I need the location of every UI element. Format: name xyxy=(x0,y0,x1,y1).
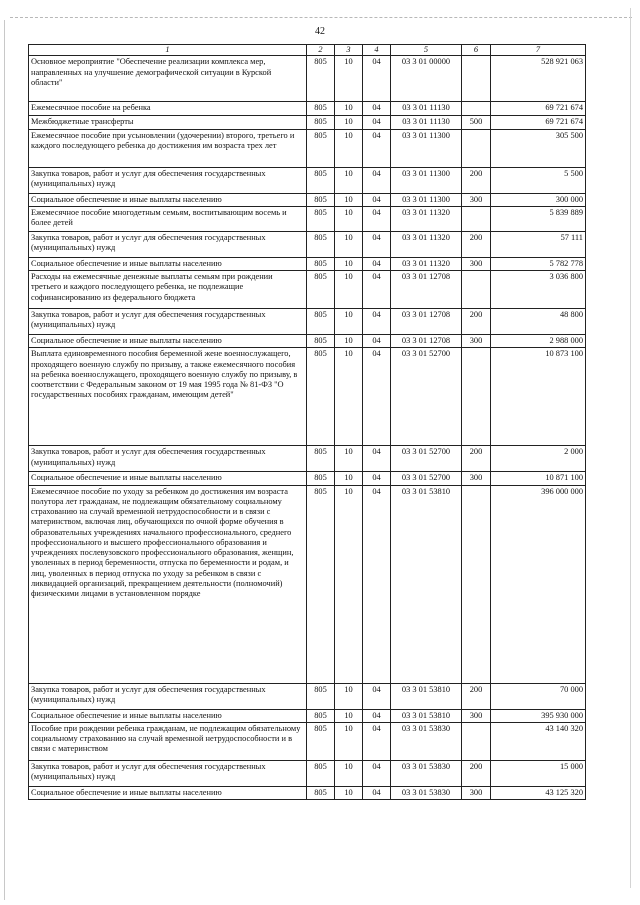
table-row xyxy=(29,271,586,309)
scan-top-edge xyxy=(10,17,632,18)
cell-amount: 395 930 000 xyxy=(491,709,586,722)
cell-target-article: 03 3 01 11320 xyxy=(391,257,462,270)
table-row xyxy=(29,309,586,335)
cell-amount: 69 721 674 xyxy=(491,102,586,116)
cell-section: 10 xyxy=(335,722,363,760)
cell-grbs: 805 xyxy=(307,56,335,102)
cell-grbs: 805 xyxy=(307,129,335,167)
cell-grbs: 805 xyxy=(307,257,335,270)
cell-target-article: 03 3 01 12708 xyxy=(391,335,462,348)
table-body xyxy=(29,56,586,800)
cell-grbs: 805 xyxy=(307,271,335,309)
cell-subsection: 04 xyxy=(363,257,391,270)
cell-target-article: 03 3 01 11320 xyxy=(391,231,462,257)
cell-target-article: 03 3 01 53830 xyxy=(391,760,462,786)
cell-target-article: 03 3 01 11300 xyxy=(391,193,462,206)
cell-expense-type xyxy=(462,348,491,446)
cell-name: Социальное обеспечение и иные выплаты населению xyxy=(29,709,307,722)
cell-grbs: 805 xyxy=(307,683,335,709)
cell-grbs: 805 xyxy=(307,348,335,446)
table-row xyxy=(29,206,586,231)
cell-target-article: 03 3 01 11130 xyxy=(391,116,462,129)
table-row xyxy=(29,257,586,270)
cell-subsection: 04 xyxy=(363,116,391,129)
table-row xyxy=(29,485,586,683)
table-row xyxy=(29,129,586,167)
cell-target-article: 03 3 01 12708 xyxy=(391,309,462,335)
cell-grbs: 805 xyxy=(307,102,335,116)
cell-amount: 5 839 889 xyxy=(491,206,586,231)
cell-expense-type: 300 xyxy=(462,335,491,348)
cell-expense-type xyxy=(462,56,491,102)
table-row xyxy=(29,709,586,722)
cell-grbs: 805 xyxy=(307,335,335,348)
budget-table xyxy=(28,44,586,800)
cell-section: 10 xyxy=(335,472,363,485)
table-row xyxy=(29,786,586,799)
cell-target-article: 03 3 01 12708 xyxy=(391,271,462,309)
cell-subsection: 04 xyxy=(363,56,391,102)
cell-name: Социальное обеспечение и иные выплаты населению xyxy=(29,472,307,485)
cell-name: Закупка товаров, работ и услуг для обеспечения государственных (муниципальных) нужд xyxy=(29,309,307,335)
cell-grbs: 805 xyxy=(307,446,335,472)
cell-subsection: 04 xyxy=(363,348,391,446)
cell-amount: 300 000 xyxy=(491,193,586,206)
cell-section: 10 xyxy=(335,446,363,472)
header-cell-expense-type: 6 xyxy=(462,45,491,56)
cell-target-article: 03 3 01 53830 xyxy=(391,786,462,799)
cell-target-article: 03 3 01 53810 xyxy=(391,485,462,683)
cell-subsection: 04 xyxy=(363,335,391,348)
cell-amount: 15 000 xyxy=(491,760,586,786)
cell-name: Закупка товаров, работ и услуг для обеспечения государственных (муниципальных) нужд xyxy=(29,231,307,257)
cell-grbs: 805 xyxy=(307,709,335,722)
cell-amount: 2 988 000 xyxy=(491,335,586,348)
table-row xyxy=(29,116,586,129)
cell-grbs: 805 xyxy=(307,193,335,206)
cell-amount: 70 000 xyxy=(491,683,586,709)
header-cell-grbs: 2 xyxy=(307,45,335,56)
cell-section: 10 xyxy=(335,760,363,786)
cell-grbs: 805 xyxy=(307,485,335,683)
cell-expense-type: 300 xyxy=(462,709,491,722)
cell-target-article: 03 3 01 00000 xyxy=(391,56,462,102)
cell-name: Основное мероприятие "Обеспечение реализации комплекса мер, направленных на улучшение демографической ситуации в Курской области" xyxy=(29,56,307,102)
cell-subsection: 04 xyxy=(363,309,391,335)
page-number: 42 xyxy=(315,26,325,37)
cell-name: Ежемесячное пособие многодетным семьям, воспитывающим восемь и более детей xyxy=(29,206,307,231)
cell-expense-type xyxy=(462,129,491,167)
table-row xyxy=(29,683,586,709)
cell-section: 10 xyxy=(335,193,363,206)
cell-expense-type xyxy=(462,722,491,760)
cell-name: Социальное обеспечение и иные выплаты населению xyxy=(29,257,307,270)
table-row xyxy=(29,56,586,102)
cell-amount: 5 500 xyxy=(491,167,586,193)
cell-grbs: 805 xyxy=(307,206,335,231)
cell-name: Закупка товаров, работ и услуг для обеспечения государственных (муниципальных) нужд xyxy=(29,446,307,472)
header-cell-amount: 7 xyxy=(491,45,586,56)
cell-target-article: 03 3 01 11320 xyxy=(391,206,462,231)
cell-expense-type: 200 xyxy=(462,683,491,709)
cell-subsection: 04 xyxy=(363,271,391,309)
cell-expense-type: 300 xyxy=(462,472,491,485)
cell-target-article: 03 3 01 11130 xyxy=(391,102,462,116)
cell-subsection: 04 xyxy=(363,683,391,709)
cell-expense-type: 300 xyxy=(462,193,491,206)
table-row xyxy=(29,167,586,193)
header-cell-subsection: 4 xyxy=(363,45,391,56)
cell-section: 10 xyxy=(335,485,363,683)
cell-name: Ежемесячное пособие на ребенка xyxy=(29,102,307,116)
cell-section: 10 xyxy=(335,56,363,102)
cell-amount: 5 782 778 xyxy=(491,257,586,270)
cell-amount: 2 000 xyxy=(491,446,586,472)
table-row xyxy=(29,348,586,446)
cell-target-article: 03 3 01 52700 xyxy=(391,446,462,472)
cell-subsection: 04 xyxy=(363,709,391,722)
cell-expense-type: 300 xyxy=(462,257,491,270)
cell-section: 10 xyxy=(335,335,363,348)
cell-grbs: 805 xyxy=(307,786,335,799)
cell-amount: 396 000 000 xyxy=(491,485,586,683)
cell-subsection: 04 xyxy=(363,167,391,193)
cell-expense-type: 500 xyxy=(462,116,491,129)
cell-grbs: 805 xyxy=(307,116,335,129)
table-row xyxy=(29,722,586,760)
cell-grbs: 805 xyxy=(307,760,335,786)
cell-name: Расходы на ежемесячные денежные выплаты семьям при рождении третьего и каждого последующего ребенка, не подлежащие софинансированию из федерального бюджета xyxy=(29,271,307,309)
cell-section: 10 xyxy=(335,129,363,167)
cell-name: Ежемесячное пособие по уходу за ребенком до достижения им возраста полутора лет гражданам, не подлежащим обязательному социальному страхованию на случай временной нетрудоспособности и в связи с материнством, включая лиц, обучающихся по очной форме обучения в образовательных учреждениях начального профессионального, среднего профессионального и высшего профессионального образования и учреждениях послевузовского профессионального образования, женщин, уволенных в период беременности, отпуска по беременности и родам, и лиц, уволенных в период отпуска по уходу за ребенком в связи с ликвидацией организаций, прекращением деятельности (полномочий) физическими лицами в установленном порядке xyxy=(29,485,307,683)
cell-name: Социальное обеспечение и иные выплаты населению xyxy=(29,335,307,348)
table-row xyxy=(29,102,586,116)
cell-subsection: 04 xyxy=(363,129,391,167)
cell-expense-type: 200 xyxy=(462,231,491,257)
cell-target-article: 03 3 01 52700 xyxy=(391,472,462,485)
cell-grbs: 805 xyxy=(307,472,335,485)
cell-amount: 528 921 063 xyxy=(491,56,586,102)
header-cell-section: 3 xyxy=(335,45,363,56)
cell-target-article: 03 3 01 11300 xyxy=(391,129,462,167)
cell-subsection: 04 xyxy=(363,722,391,760)
cell-section: 10 xyxy=(335,167,363,193)
header-cell-name: 1 xyxy=(29,45,307,56)
cell-section: 10 xyxy=(335,206,363,231)
cell-section: 10 xyxy=(335,709,363,722)
cell-section: 10 xyxy=(335,309,363,335)
cell-expense-type: 200 xyxy=(462,167,491,193)
cell-section: 10 xyxy=(335,683,363,709)
header-row xyxy=(29,45,586,56)
cell-grbs: 805 xyxy=(307,722,335,760)
cell-expense-type: 200 xyxy=(462,760,491,786)
cell-subsection: 04 xyxy=(363,472,391,485)
cell-target-article: 03 3 01 11300 xyxy=(391,167,462,193)
cell-subsection: 04 xyxy=(363,786,391,799)
cell-subsection: 04 xyxy=(363,446,391,472)
cell-expense-type xyxy=(462,271,491,309)
cell-amount: 10 871 100 xyxy=(491,472,586,485)
cell-section: 10 xyxy=(335,786,363,799)
cell-name: Закупка товаров, работ и услуг для обеспечения государственных (муниципальных) нужд xyxy=(29,683,307,709)
cell-amount: 69 721 674 xyxy=(491,116,586,129)
cell-target-article: 03 3 01 53830 xyxy=(391,722,462,760)
cell-expense-type xyxy=(462,206,491,231)
cell-amount: 43 140 320 xyxy=(491,722,586,760)
cell-subsection: 04 xyxy=(363,231,391,257)
cell-subsection: 04 xyxy=(363,102,391,116)
cell-section: 10 xyxy=(335,257,363,270)
cell-name: Межбюджетные трансферты xyxy=(29,116,307,129)
cell-section: 10 xyxy=(335,116,363,129)
cell-expense-type: 200 xyxy=(462,309,491,335)
cell-section: 10 xyxy=(335,348,363,446)
cell-amount: 3 036 800 xyxy=(491,271,586,309)
cell-subsection: 04 xyxy=(363,760,391,786)
cell-subsection: 04 xyxy=(363,193,391,206)
cell-amount: 43 125 320 xyxy=(491,786,586,799)
cell-target-article: 03 3 01 52700 xyxy=(391,348,462,446)
cell-section: 10 xyxy=(335,102,363,116)
scan-right-edge xyxy=(630,8,631,888)
scan-left-edge xyxy=(4,20,5,900)
cell-grbs: 805 xyxy=(307,309,335,335)
cell-section: 10 xyxy=(335,231,363,257)
cell-expense-type: 200 xyxy=(462,446,491,472)
cell-amount: 48 800 xyxy=(491,309,586,335)
cell-subsection: 04 xyxy=(363,206,391,231)
cell-expense-type xyxy=(462,102,491,116)
cell-amount: 10 873 100 xyxy=(491,348,586,446)
cell-name: Выплата единовременного пособия беременной жене военнослужащего, проходящего военную службу по призыву, а также ежемесячного пособия на ребенка военнослужащего, проходящего военную службу по призыву, в соответствии с Федеральным законом от 19 мая 1995 года № 81-ФЗ "О государственных пособиях гражданам, имеющим детей" xyxy=(29,348,307,446)
header-cell-target-article: 5 xyxy=(391,45,462,56)
table-row xyxy=(29,231,586,257)
cell-grbs: 805 xyxy=(307,167,335,193)
cell-name: Закупка товаров, работ и услуг для обеспечения государственных (муниципальных) нужд xyxy=(29,167,307,193)
cell-name: Закупка товаров, работ и услуг для обеспечения государственных (муниципальных) нужд xyxy=(29,760,307,786)
table-row xyxy=(29,472,586,485)
cell-name: Социальное обеспечение и иные выплаты населению xyxy=(29,193,307,206)
cell-subsection: 04 xyxy=(363,485,391,683)
cell-name: Пособие при рождении ребенка гражданам, не подлежащим обязательному социальному страхованию на случай временной нетрудоспособности и в связи с материнством xyxy=(29,722,307,760)
cell-target-article: 03 3 01 53810 xyxy=(391,683,462,709)
cell-section: 10 xyxy=(335,271,363,309)
cell-grbs: 805 xyxy=(307,231,335,257)
cell-amount: 57 111 xyxy=(491,231,586,257)
table-row xyxy=(29,193,586,206)
cell-expense-type: 300 xyxy=(462,786,491,799)
table-row xyxy=(29,446,586,472)
table-row xyxy=(29,335,586,348)
cell-expense-type xyxy=(462,485,491,683)
cell-amount: 305 500 xyxy=(491,129,586,167)
cell-target-article: 03 3 01 53810 xyxy=(391,709,462,722)
table-row xyxy=(29,760,586,786)
cell-name: Ежемесячное пособие при усыновлении (удочерении) второго, третьего и каждого последующего ребенка до достижения им возраста трех лет xyxy=(29,129,307,167)
cell-name: Социальное обеспечение и иные выплаты населению xyxy=(29,786,307,799)
